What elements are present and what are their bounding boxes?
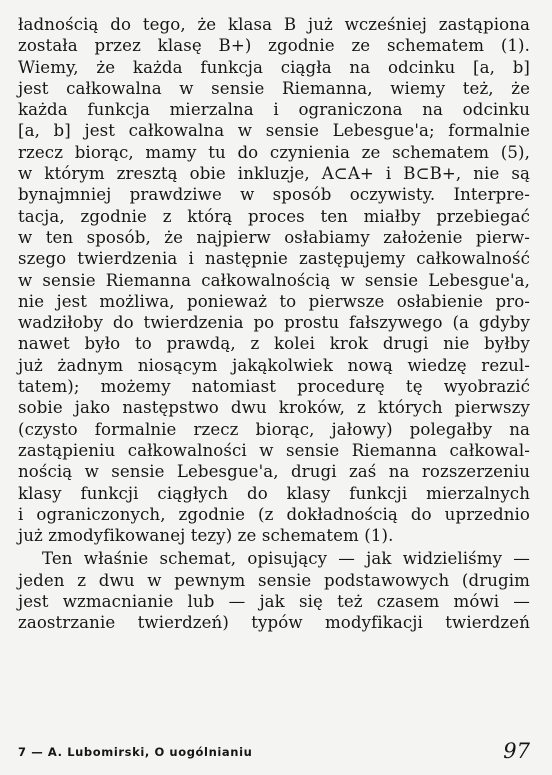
text-line: (czysto formalnie rzecz biorąc, jałowy) polegałby na — [18, 419, 530, 439]
text-line: jeden z dwu w pewnym sensie podstawowych (drugim — [18, 570, 530, 590]
page-footer — [18, 735, 530, 763]
text-line: ładnością do tego, że klasa B już wcześniej zastąpiona — [18, 15, 530, 34]
text-line: każda funkcja mierzalna i ograniczona na odcinku — [18, 100, 530, 120]
text-line: [a, b] jest całkowalna w sensie Lebesgue'a; formalnie — [18, 121, 530, 141]
text-line: nawet było to prawdą, z kolei krok drugi nie byłby — [18, 334, 530, 354]
text-line: nością w sensie Lebesgue'a, drugi zaś na rozszerzeniu — [18, 462, 530, 482]
text-line: bynajmniej prawdziwe w sposób oczywisty. Interpre- — [18, 185, 530, 205]
text-line: Ten właśnie schemat, opisujący — jak widzieliśmy — — [42, 549, 530, 569]
text-line: wadziłoby do twierdzenia po prostu fałszywego (a gdyby — [18, 313, 530, 333]
footer-signature: 7 — A. Lubomirski, O uogólnianiu — [18, 745, 253, 759]
text-line: szego twierdzenia i następnie zastępujemy całkowalność — [18, 249, 530, 269]
page-number: 97 — [503, 739, 530, 763]
text-line: Wiemy, że każda funkcja ciągła na odcinku [a, b] — [18, 57, 530, 77]
text-line: została przez klasę B+) zgodnie ze schematem (1). — [18, 36, 530, 56]
text-line: jest całkowalna w sensie Riemanna, wiemy też, że — [18, 78, 530, 98]
text-line: i ograniczonych, zgodnie (z dokładnością do uprzednio — [18, 504, 530, 524]
paragraph-1 — [18, 14, 530, 546]
paragraph-2 — [18, 548, 530, 633]
text-line: tacja, zgodnie z którą proces ten miałby przebiegać — [18, 206, 530, 226]
text-line: jest wzmacnianie lub — jak się też czasem mówi — — [18, 592, 530, 612]
text-line: rzecz biorąc, mamy tu do czynienia ze schematem (5), — [18, 142, 530, 162]
text-line: zastąpieniu całkowalności w sensie Riemanna całkowal- — [18, 440, 530, 460]
text-line: w sensie Riemanna całkowalnością w sensie Lebesgue'a, — [18, 270, 530, 290]
text-line: klasy funkcji ciągłych do klasy funkcji mierzalnych — [18, 483, 530, 503]
text-line: w ten sposób, że najpierw osłabiamy założenie pierw- — [18, 227, 530, 247]
text-line: nie jest możliwa, ponieważ to pierwsze osłabienie pro- — [18, 291, 530, 311]
text-line: już zmodyfikowanej tezy) ze schematem (1). — [18, 526, 394, 546]
text-line: sobie jako następstwo dwu kroków, z których pierwszy — [18, 398, 530, 418]
text-line: zaostrzanie twierdzeń) typów modyfikacji twierdzeń — [18, 613, 530, 633]
text-line: w którym zresztą obie inkluzje, A⊂A+ i B⊂B+, nie są — [18, 164, 530, 184]
text-line: tatem); możemy natomiast procedurę tę wyobrazić — [18, 377, 530, 397]
document-body — [18, 14, 530, 634]
text-line: już żadnym niosącym jakąkolwiek nową wiedzę rezul- — [18, 355, 530, 375]
